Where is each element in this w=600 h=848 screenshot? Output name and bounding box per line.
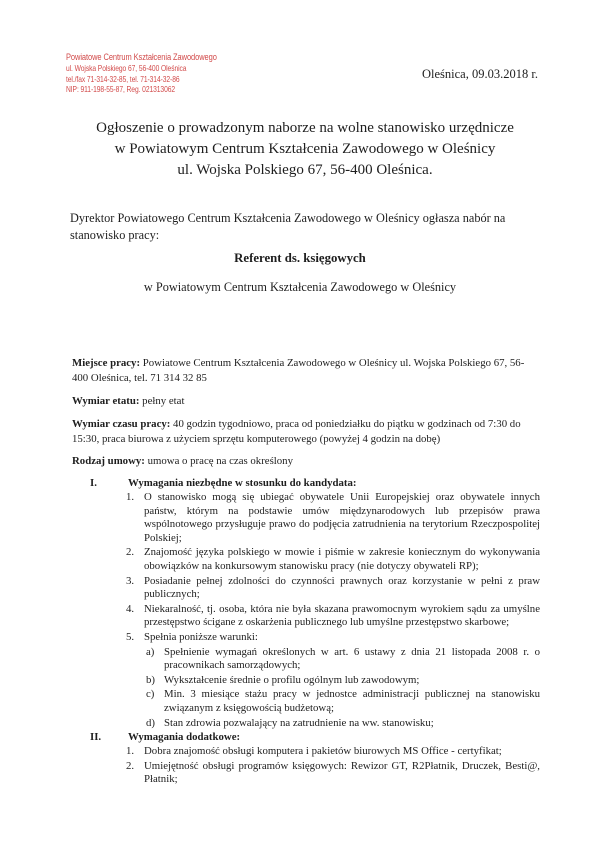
sub-item-text: Min. 3 miesiące stażu pracy w jednostce administracji publicznej na stanowisku związanym z księgowością budżetową; — [164, 688, 540, 714]
sub-item-letter: b) — [146, 673, 155, 686]
sub-item — [90, 646, 540, 673]
stamp-line: Powiatowe Centrum Kształcenia Zawodowego — [66, 52, 217, 63]
list-item — [90, 575, 540, 602]
stamp-line: NIP: 911-198-55-87, Reg. 021313062 — [66, 84, 176, 95]
list-item — [90, 631, 540, 645]
sub-item — [90, 717, 540, 731]
sub-item-text: Wykształcenie średnie o profilu ogólnym lub zawodowym; — [164, 673, 420, 686]
sub-item-letter: d) — [146, 716, 155, 729]
list-item — [90, 491, 540, 545]
title-line: Ogłoszenie o prowadzonym naborze na wolne stanowisko urzędnicze — [96, 120, 514, 136]
item-text: Dobra znajomość obsługi komputera i pakietów biurowych MS Office - certyfikat; — [144, 745, 502, 758]
title-line: ul. Wojska Polskiego 67, 56-400 Oleśnica. — [177, 162, 433, 178]
contract-paragraph — [72, 454, 537, 469]
section-number: II. — [90, 731, 102, 744]
list-item — [90, 603, 540, 630]
item-text: Znajomość języka polskiego w mowie i piśmie w zakresie koniecznym do wykonywania obowiązków na konkursowym stanowisku pracy (nie dotyczy obywateli RP); — [144, 546, 540, 572]
hours-paragraph — [72, 417, 537, 446]
item-number: 5. — [126, 630, 135, 643]
item-number: 2. — [126, 546, 135, 559]
item-number: 2. — [126, 759, 135, 772]
institution-stamp — [66, 52, 217, 95]
sub-item-text: Spełnienie wymagań określonych w art. 6 ustawy z dnia 21 listopada 2008 r. o pracownikach samorządowych; — [164, 645, 540, 672]
position-place: w Powiatowym Centrum Kształcenia Zawodowego w Oleśnicy — [143, 280, 457, 294]
intro-paragraph: Dyrektor Powiatowego Centrum Kształcenia Zawodowego w Oleśnicy ogłasza nabór na stanowisko pracy: — [70, 211, 506, 242]
sub-item-letter: a) — [146, 645, 155, 658]
list-item — [90, 745, 540, 759]
sub-item-letter: c) — [146, 688, 155, 701]
sub-item — [90, 688, 540, 715]
workplace-label: Miejsce pracy: — [72, 357, 141, 369]
contract-value: umowa o pracę na czas określony — [144, 455, 293, 467]
item-number: 3. — [126, 574, 135, 587]
item-number: 1. — [126, 745, 135, 758]
item-text: Umiejętność obsługi programów księgowych: Rewizor GT, R2Płatnik, Druczek, Besti@, Płatnik; — [144, 759, 540, 786]
hours-value: 40 godzin tygodniowo, praca od poniedziałku do piątku w godzinach od 7:30 do 15:30, praca biurowa z użyciem sprzętu komputerowego (powyżej 4 godzin na dobę) — [72, 418, 521, 445]
item-text: O stanowisko mogą się ubiegać obywatele Unii Europejskiej oraz obywatele innych państw, którym na podstawie umów międzynarodowych lub przepisów prawa wspólnotowego przysługuje prawo do podjęcia zatrudnienia na terytorium Rzeczpospolitej Polskiej; — [144, 491, 540, 544]
item-text: Spełnia poniższe warunki: — [144, 630, 258, 643]
workplace-value: Powiatowe Centrum Kształcenia Zawodowego w Oleśnicy ul. Wojska Polskiego 67, 56-400 Oleśnica, tel. 71 314 32 85 — [72, 357, 525, 384]
item-number: 1. — [126, 491, 135, 503]
stamp-line: tel./fax 71-314-32-85, tel. 71-314-32-86 — [66, 73, 180, 84]
requirements-section — [90, 477, 540, 788]
position-name: Referent ds. księgowych — [234, 251, 366, 265]
document-date: Oleśnica, 09.03.2018 r. — [422, 67, 538, 81]
fte-value: pełny etat — [139, 395, 185, 407]
list-item — [90, 760, 540, 787]
section-heading: Wymagania dodatkowe: — [128, 731, 241, 744]
item-text: Niekaralność, tj. osoba, która nie była skazana prawomocnym wyrokiem sądu za umyślne przestępstwo ścigane z oskarżenia publicznego lub umyślne przestępstwo skarbowe; — [144, 602, 540, 629]
announcement-title — [70, 118, 540, 181]
workplace-paragraph — [72, 356, 537, 385]
sub-item-text: Stan zdrowia pozwalający na zatrudnienie na ww. stanowisku; — [164, 716, 434, 729]
list-item — [90, 546, 540, 573]
item-text: Posiadanie pełnej zdolności do czynności prawnych oraz korzystanie w pełni z praw publicznych; — [144, 574, 540, 601]
title-line: w Powiatowym Centrum Kształcenia Zawodowego w Oleśnicy — [114, 141, 496, 157]
fte-paragraph — [72, 394, 537, 409]
contract-label: Rodzaj umowy: — [72, 455, 145, 467]
hours-label: Wymiar czasu pracy: — [72, 418, 171, 430]
sub-item — [90, 674, 540, 688]
section-heading-row — [90, 477, 540, 491]
section-heading: Wymagania niezbędne w stosunku do kandydata: — [128, 477, 357, 489]
section-heading-row — [90, 731, 540, 745]
fte-label: Wymiar etatu: — [72, 395, 140, 407]
item-number: 4. — [126, 602, 135, 615]
stamp-line: ul. Wojska Polskiego 67, 56-400 Oleśnica — [66, 63, 187, 74]
section-number: I. — [90, 477, 97, 489]
